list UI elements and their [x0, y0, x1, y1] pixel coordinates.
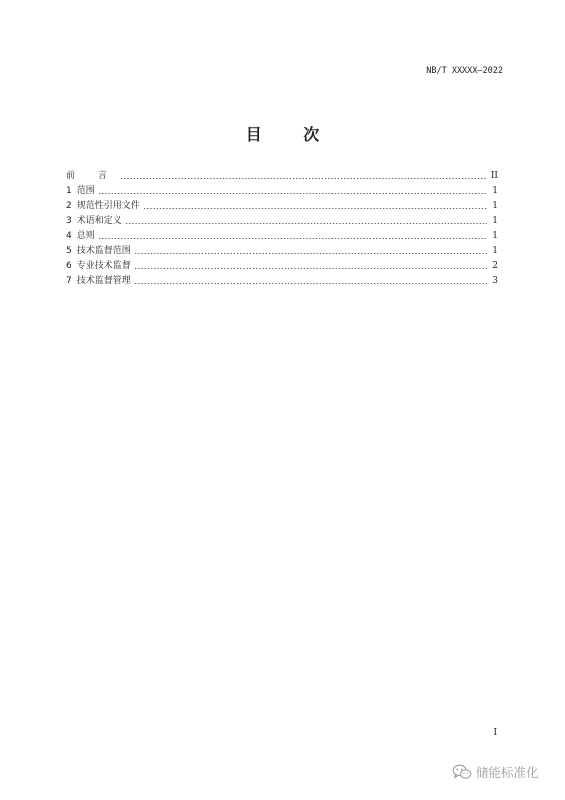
toc-entry-number: 1: [66, 186, 72, 196]
toc-entry-normative-references[interactable]: [66, 199, 498, 214]
toc-entry-number: 5: [66, 246, 72, 256]
toc-entry-page: 1: [492, 216, 498, 226]
toc-entry-scope[interactable]: [66, 184, 498, 199]
toc-entry-page: 1: [492, 246, 498, 256]
toc-entry-number: 2: [66, 201, 72, 211]
toc-entry-page: 3: [492, 276, 498, 286]
toc-entry-page: 2: [492, 261, 498, 271]
toc-entry-label: 专业技术监督: [76, 261, 131, 271]
toc-entry-label: 技术监督管理: [76, 276, 131, 286]
toc-entry-number: 3: [66, 216, 72, 226]
toc-entry-page: 1: [492, 201, 498, 211]
toc-entry-page: II: [490, 171, 498, 181]
toc-entry-label: 规范性引用文件: [76, 201, 140, 211]
standard-number: NB/T XXXXX—2022: [426, 66, 503, 76]
toc-leader-dots: [98, 193, 487, 194]
toc-leader-dots: [120, 178, 487, 179]
table-of-contents: [66, 169, 498, 289]
toc-entry-label: 前 言: [66, 171, 117, 181]
toc-entry-number: 4: [66, 231, 72, 241]
toc-entry-label: 范围: [76, 186, 95, 196]
toc-entry-supervision-management[interactable]: [66, 274, 498, 289]
toc-entry-number: 6: [66, 261, 72, 271]
toc-entry-label: 技术监督范围: [76, 246, 131, 256]
toc-entry-terms[interactable]: [66, 214, 498, 229]
toc-entry-page: 1: [492, 231, 498, 241]
toc-leader-dots: [134, 283, 487, 284]
toc-leader-dots: [125, 223, 487, 224]
toc-entry-foreword[interactable]: [66, 169, 498, 184]
page-number: I: [493, 728, 497, 738]
wechat-icon: [452, 764, 472, 780]
watermark: [452, 763, 539, 781]
toc-entry-page: 1: [492, 186, 498, 196]
toc-title: 目 次: [245, 125, 338, 144]
toc-entry-general[interactable]: [66, 229, 498, 244]
toc-entry-label: 总则: [76, 231, 95, 241]
toc-leader-dots: [98, 238, 487, 239]
watermark-text: 储能标准化: [476, 765, 539, 780]
toc-leader-dots: [143, 208, 487, 209]
toc-leader-dots: [134, 253, 487, 254]
toc-entry-professional-supervision[interactable]: [66, 259, 498, 274]
toc-leader-dots: [134, 268, 487, 269]
toc-entry-supervision-scope[interactable]: [66, 244, 498, 259]
toc-entry-number: 7: [66, 276, 72, 286]
toc-entry-label: 术语和定义: [76, 216, 122, 226]
